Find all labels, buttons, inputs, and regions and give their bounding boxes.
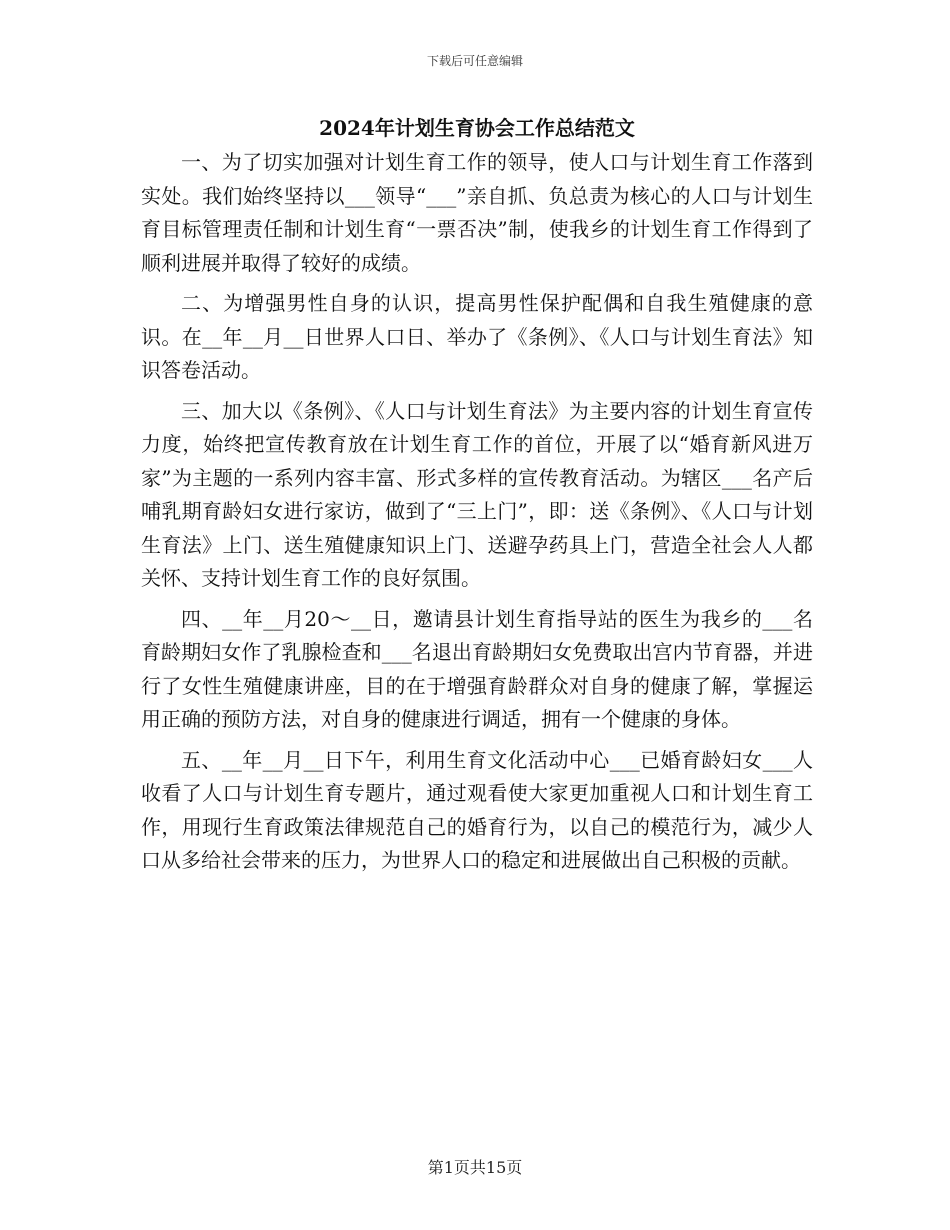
document-body xyxy=(141,112,813,885)
paragraph-1: 一、为了切实加强对计划生育工作的领导，使人口与计划生育工作落到实处。我们始终坚持以___领导“___”亲自抓、负总责为核心的人口与计划生育目标管理责任制和计划生育“一票否决”制，使我乡的计划生育工作得到了顺利进展并取得了较好的成绩。 xyxy=(141,150,813,275)
paragraph-3: 三、加大以《条例》、《人口与计划生育法》为主要内容的计划生育宣传力度，始终把宣传教育放在计划生育工作的首位，开展了以“婚育新风进万家”为主题的一系列内容丰富、形式多样的宣传教育活动。为辖区___名产后哺乳期育龄妇女进行家访，做到了“三上门”，即：送《条例》、《人口与计划生育法》上门、送生殖健康知识上门、送避孕药具上门，营造全社会人人都关怀、支持计划生育工作的良好氛围。 xyxy=(141,398,813,590)
paragraph-2: 二、为增强男性自身的认识，提高男性保护配偶和自我生殖健康的意识。在__年__月__日世界人口日、举办了《条例》、《人口与计划生育法》知识答卷活动。 xyxy=(141,291,813,382)
document-title: 2024年计划生育协会工作总结范文 xyxy=(319,116,635,140)
paragraph-4: 四、__年__月20～__日，邀请县计划生育指导站的医生为我乡的___名育龄期妇女作了乳腺检查和___名退出育龄期妇女免费取出宫内节育器，并进行了女性生殖健康讲座，目的在于增强育龄群众对自身的健康了解，掌握运用正确的预防方法，对自身的健康进行调适，拥有一个健康的身体。 xyxy=(141,606,813,731)
paragraph-5: 五、__年__月__日下午，利用生育文化活动中心___已婚育龄妇女___人收看了人口与计划生育专题片，通过观看使大家更加重视人口和计划生育工作，用现行生育政策法律规范自己的婚育行为，以自己的模范行为，减少人口从多给社会带来的压力，为世界人口的稳定和进展做出自己积极的贡献。 xyxy=(141,747,813,872)
page-number: 第1页共15页 xyxy=(427,1158,523,1177)
page-header-note: 下载后可任意编辑 xyxy=(426,54,523,68)
